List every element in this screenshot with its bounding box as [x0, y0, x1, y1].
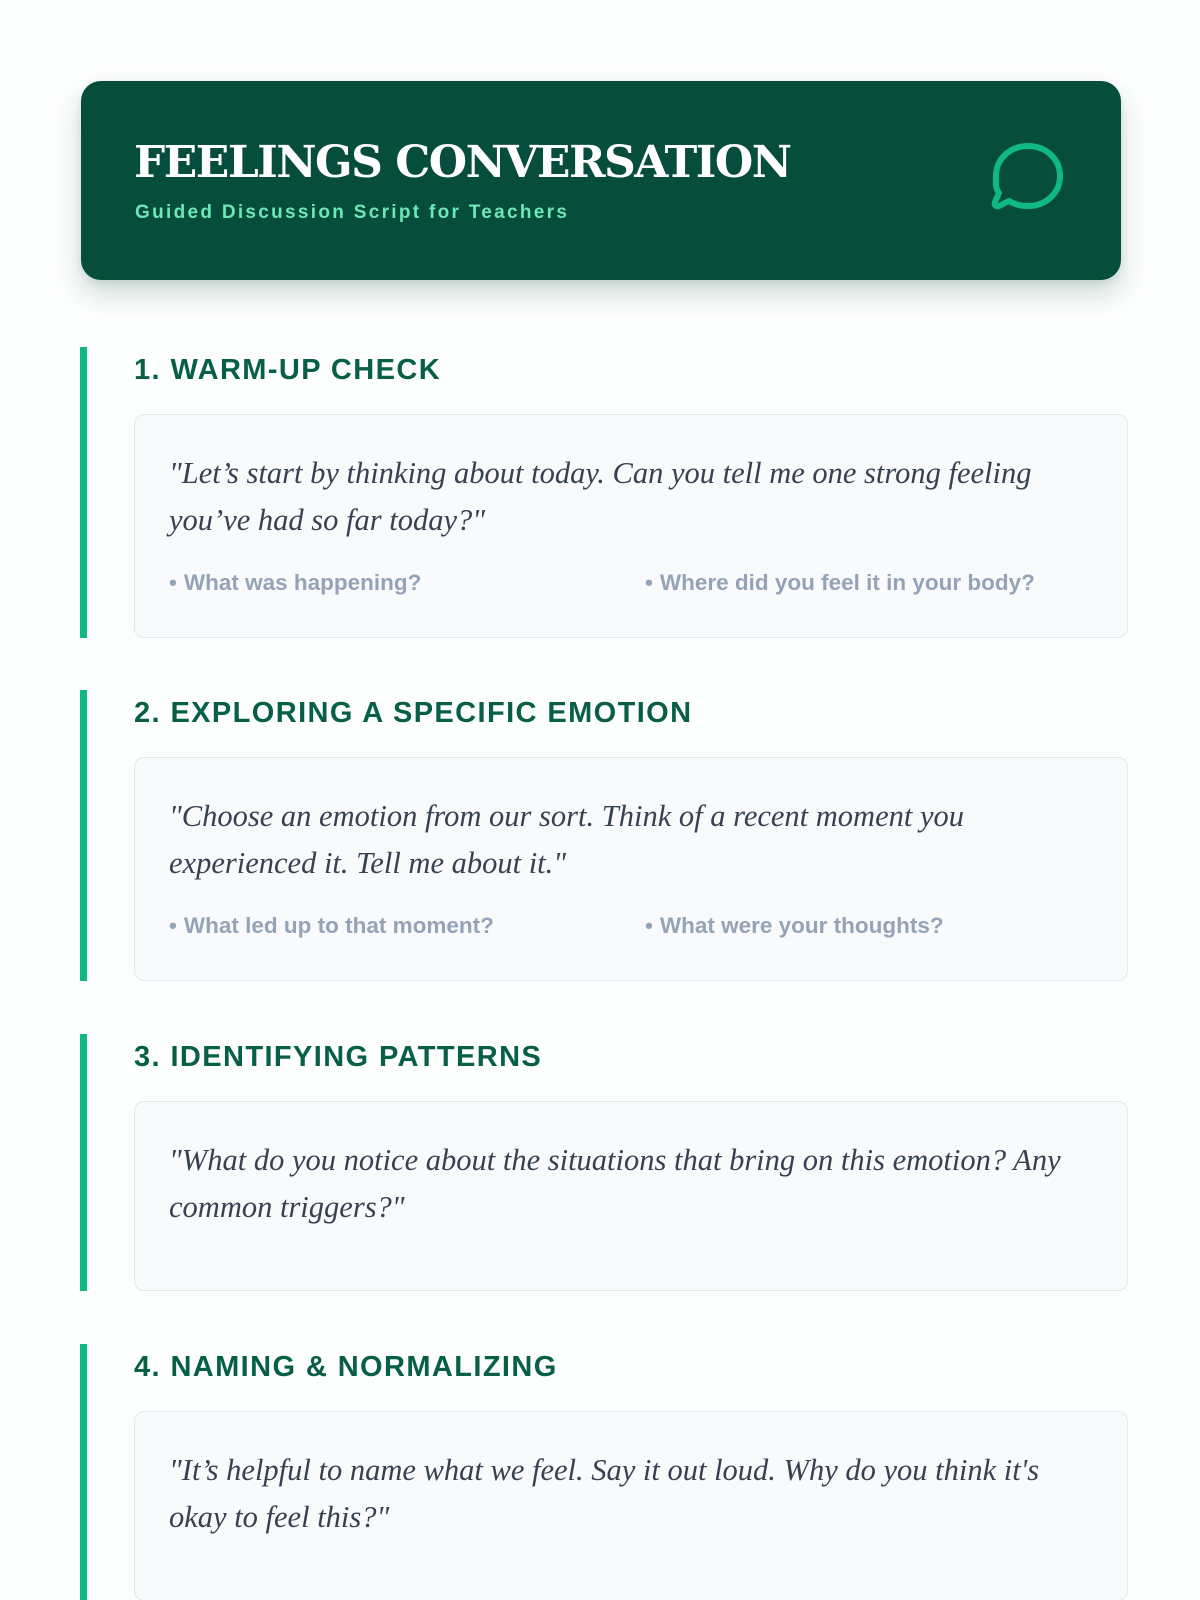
followup-text: What was happening?: [183, 570, 422, 595]
followup-list: [169, 568, 1093, 598]
section-title: 1. WARM-UP CHECK: [134, 354, 442, 386]
page-title: FEELINGS CONVERSATION: [134, 137, 791, 188]
section-title: 3. IDENTIFYING PATTERNS: [134, 1041, 543, 1073]
followup-text: Where did you feel it in your body?: [659, 570, 1035, 595]
prompt-card: [134, 757, 1128, 981]
prompt-card: [134, 1101, 1128, 1291]
page-subtitle: Guided Discussion Script for Teachers: [135, 202, 570, 223]
section-exploring-emotion: [80, 690, 1121, 981]
section-identifying-patterns: [80, 1034, 1121, 1291]
followup-item: [645, 911, 944, 941]
section-title: 2. EXPLORING A SPECIFIC EMOTION: [134, 697, 693, 729]
bullet-icon: •: [645, 913, 653, 938]
followup-list: [169, 911, 1093, 941]
prompt-text: "It’s helpful to name what we feel. Say it out loud. Why do you think it's okay to feel this?": [169, 1453, 1040, 1534]
followup-text: What were your thoughts?: [659, 913, 944, 938]
prompt-card: [134, 1411, 1128, 1600]
prompt-card: [134, 414, 1128, 638]
followup-text: What led up to that moment?: [183, 913, 494, 938]
section-naming-normalizing: [80, 1344, 1121, 1600]
section-title: 4. NAMING & NORMALIZING: [134, 1351, 558, 1383]
bullet-icon: •: [169, 570, 177, 595]
followup-item: [169, 911, 494, 941]
page-header: [81, 81, 1121, 280]
followup-item: [645, 568, 1035, 598]
prompt-text: "What do you notice about the situations that bring on this emotion? Any common triggers?": [169, 1143, 1061, 1224]
speech-bubble-icon: [988, 138, 1068, 218]
bullet-icon: •: [645, 570, 653, 595]
prompt-text: "Let’s start by thinking about today. Can you tell me one strong feeling you’ve had so far today?": [169, 456, 1032, 537]
prompt-text: "Choose an emotion from our sort. Think of a recent moment you experienced it. Tell me about it.": [169, 799, 965, 880]
followup-item: [169, 568, 421, 598]
bullet-icon: •: [169, 913, 177, 938]
section-warm-up-check: [80, 347, 1121, 638]
